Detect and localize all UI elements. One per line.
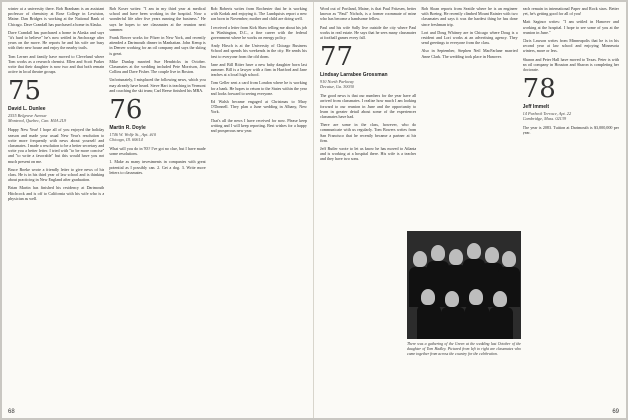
entry-77-body: The good news is that our numbers for the year have all arrived from classmates. I realize how much I am looking forward to our reunion in June and the opportunity to learn in greater detail about some of the experiences classmates have had. — [320, 93, 417, 120]
class-year-75: 75 — [8, 76, 42, 107]
secretary-name-78: Jeff Immelt — [522, 104, 550, 111]
entry-76-body: What will you do in '83? I've got no clue, but I have made some resolutions. — [109, 146, 206, 157]
class-year-77: 77 — [320, 42, 354, 73]
secretary-address-77: 910 North Parkway Decatur, Ga. 30030 — [320, 79, 354, 90]
page-number-right: 69 — [612, 409, 619, 415]
secretary-name-75: David L. Dunlee — [8, 106, 46, 113]
secretary-address-78: 14 Purbeck Terrace, Apt. 22 Cambridge, Mass. 02139 — [522, 111, 572, 122]
class-year-76: 76 — [109, 95, 143, 126]
secretary-address-76: 1746 W. Wolfe St., Apt. #10 Chicago, Ill. 60614 — [109, 132, 157, 143]
left-column-2: Rob Koser writes: "I am in my third year at medical school and have been working in the hospital. Now a wonderful life after five years running the business." He says he hopes to see classmates at the reunion next summer. Frank Bower works for Pfizer in New York, and recently attended a Dartmouth dinner in Manhattan. John Kemp is in Denver working for an oil company and says the skiing is great. Mike Dunlap married Sue Hendricks in October. Classmates at the wedding included Pete Morrison, Jim Collins and Dave Fisher. The couple live in Boston. Unfortunately, I misplaced the following news, which you may already have heard. Steve Hart is teaching in Vermont and coaching the ski team; Carl Reese finished his MBA. 76 Martin R. Doyle 1746 W. Wolfe St., Apt. #10 Chicago, Ill. 60614 What will you do in '83? I've got no clue, but I have made some resolutions. 1. Make as many investments in companies with great potential as I possibly can. 2. Get a dog. 3. Write more letters to classmates. — [109, 6, 206, 175]
group-photo — [407, 231, 521, 339]
entry-78-body: The year is 2083. Tuition at Dartmouth is $3,000,000 per year. — [522, 125, 619, 136]
secretary-address-75: 2555 Belgrave Avenue Montreal, Quebec, Can. H4A 2L9 — [8, 113, 67, 124]
secretary-name-77: Lindsay Larrabee Grossman — [320, 72, 388, 79]
class-year-78: 78 — [522, 74, 556, 105]
right-top-text: Word out of Portland, Maine, is that Paul Fritzsen, better known as "Paul" Nichols, is a former roommate of mine who has become a handsome fellow. — [320, 6, 417, 22]
right-column-2: Rob Sloan reports from Seattle where he is an engineer with Boeing. He recently climbed Mount Rainier with two classmates and says it was the hardest thing he has done since freshman trip. Lori and Doug Whitney are in Chicago where Doug is a resident and Lori works at an advertising agency. They send greetings to everyone from the class. Also in September, Stephen Neil MacFarlane married Anne Clark. The wedding took place in Hanover. — [421, 6, 518, 59]
photo-caption: There was a gathering of the Green at the wedding last October of the daughter of Tom Hadley. Pictured from left to right are classmates who came together from across the country for the celebration. — [407, 342, 521, 356]
entry-75-body: Happy New Year! I hope all of you enjoyed the holiday season and made your usual New Year's resolution to write more frequently with news about yourself and classmates. I made a resolution to be a better secretary and write you a better letter. I tried with "to be more concise" and "to write a favorable" but this would have you not much present on me. — [8, 127, 105, 164]
secretary-name-76: Martin R. Doyle — [109, 125, 146, 132]
right-page — [314, 2, 625, 418]
left-top-text: winter at a university there. Bob Branham is an assistant professor of chemistry at Rose College in Lewiston, Maine. Dan Bridges is working at the National Bank of Chicago. Dave Crandall has purchased a home in Alaska. — [8, 6, 105, 27]
left-column-1: winter at a university there. Bob Branham is an assistant professor of chemistry at Rose College in Lewiston, Maine. Dan Bridges is working at the National Bank of Chicago. Dave Crandall has purchased a home in Alaska. Dave Crandall has purchased a home in Alaska and says "it's hard to believe" he's now settled in Anchorage after years on the move. He reports he and his wife are busy with their new house and enjoy the nearby trails. Tom Lerner and family have moved to Cleveland where Tom works as a research chemist. Ellen and Scott Parker write that their daughter is now two and that both remain active in local theatre groups. 75 David L. Dunlee 2555 Belgrave Avenue Montreal, Quebec, Can. H4A 2L9 Happy New Year! I hope all of you enjoyed the holiday season and made your usual New Year's resolution to write more frequently with news about yourself and classmates. I made a resolution to be a better secretary and write you a better letter. I tried with "to be more concise" and "to write a favorable" but this would have you not much present on me. Bruce Boeke wrote a friendly letter to give news of his class. He is in his third year of law school and is thinking about practicing in New England after graduation. Brian Martin has finished his residency at Dartmouth Hitchcock and is off to California with his wife who is a physician as well. — [8, 6, 105, 201]
left-page — [2, 2, 314, 418]
left-column-3: Rob Roberts writes from Rochester that he is working with Kodak and enjoying it. The Lundquists report a new son born in November; mother and child are doing well. I received a letter from Kirk Shaw telling me about his job in Washington, D.C., a fine career with the federal government where he works on energy policy. Andy Hirsch is at the University of Chicago Business School and spends his weekends in the city. He sends his best to everyone from the old dorm. Jane and Bill Ritter have a new baby daughter born last summer. Bill is a lawyer with a firm in Hartford and Jane teaches at a local high school. Tom Geller sent a card from London where he is working for a bank. He hopes to return to the States within the year and looks forward to seeing everyone. Ed Walsh became engaged at Christmas to Mary O'Donnell. They plan a June wedding in Albany, New York. That's all the news I have received for now. Please keep writing and I will keep reporting. Best wishes for a happy and prosperous new year. — [210, 6, 307, 134]
right-column-1: Word out of Portland, Maine, is that Paul Fritzsen, better known as "Paul" Nichols, is a former roommate of mine who has become a handsome fellow. Paul and his wife Sally live outside the city where Paul works in real estate. He says that he sees many classmates at football games every fall. 77 Lindsay Larrabee Grossman 910 North Parkway Decatur, Ga. 30030 The good news is that our numbers for the year have all arrived from classmates. I realize how much I am looking forward to our reunion in June and the opportunity to learn in greater detail about some of the experiences classmates have had. There are some in the class, however, who do communicate with us regularly. Tom Bowers writes from San Francisco that he recently became a partner at his firm. Jeff Butler wrote to let us know he has moved to Atlanta and is working at a hospital there. His wife is a teacher and they have two sons. — [320, 6, 417, 162]
magazine-spread — [2, 2, 626, 418]
page-number-left: 68 — [8, 409, 15, 415]
right-column-3: each remain in international Paper and Rock stars. Better yet, he's getting good for all of you! Matt Saginor writes: "I am settled in Hanover and working at the hospital. I hope to see some of you at the reunion in June." Chris Lawson writes from Minneapolis that he is in his second year at law school and enjoying Minnesota winters, more or less. Sharon and Peter Hall have moved to Texas. Peter is with an oil company in Houston and Sharon is completing her doctorate. 78 Jeff Immelt 14 Purbeck Terrace, Apt. 22 Cambridge, Mass. 02139 The year is 2083. Tuition at Dartmouth is $3,000,000 per year. — [522, 6, 619, 136]
